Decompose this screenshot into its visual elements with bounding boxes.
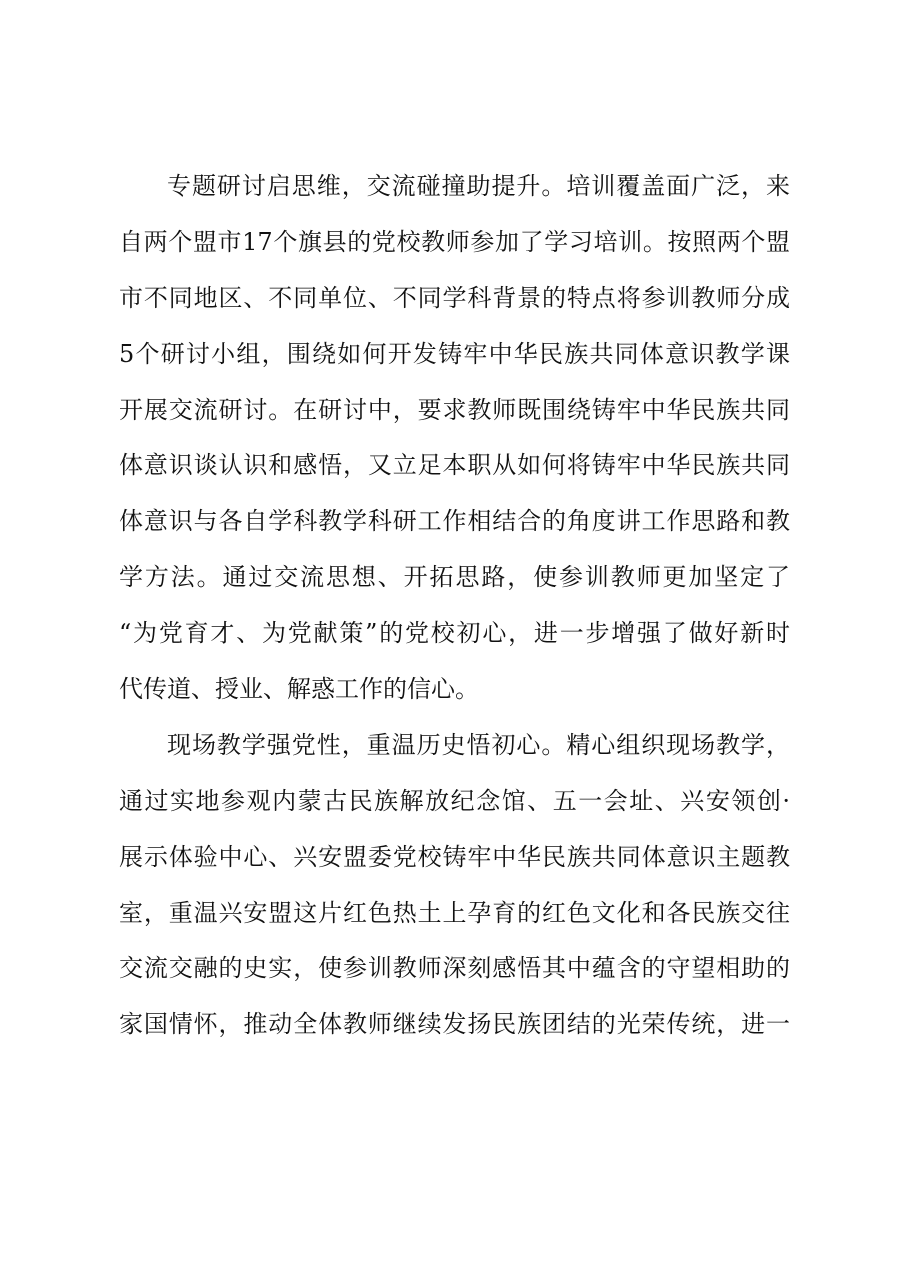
text-line: 现场教学强党性，重温历史悟初心。精心组织现场教学， xyxy=(167,730,790,759)
text-line: 开展交流研讨。在研讨中，要求教师既围绕铸牢中华民族共同 xyxy=(119,395,790,424)
text-line: 体意识谈认识和感悟，又立足本职从如何将铸牢中华民族共同 xyxy=(119,451,790,480)
text-line: 交流交融的史实，使参训教师深刻感悟其中蕴含的守望相助的 xyxy=(119,954,790,983)
text-line: 5个研讨小组，围绕如何开发铸牢中华民族共同体意识教学课 xyxy=(119,339,790,368)
text-line: 代传道、授业、解惑工作的信心。 xyxy=(119,675,479,704)
text-line: 自两个盟市17个旗县的党校教师参加了学习培训。按照两个盟 xyxy=(119,227,790,256)
paragraph-1 xyxy=(119,161,790,720)
text-line: 体意识与各自学科教学科研工作相结合的角度讲工作思路和教 xyxy=(119,507,790,536)
text-line: 学方法。通过交流思想、开拓思路，使参训教师更加坚定了 xyxy=(119,563,790,592)
text-line: 通过实地参观内蒙古民族解放纪念馆、五一会址、兴安领创· xyxy=(119,786,790,815)
text-line: 室，重温兴安盟这片红色热土上孕育的红色文化和各民族交往 xyxy=(119,898,790,927)
paragraph-2 xyxy=(119,720,790,1055)
text-line: 市不同地区、不同单位、不同学科背景的特点将参训教师分成 xyxy=(119,283,790,312)
text-line: 家国情怀，推动全体教师继续发扬民族团结的光荣传统，进一 xyxy=(119,1010,790,1039)
text-line: “为党育才、为党献策”的党校初心，进一步增强了做好新时 xyxy=(119,619,790,648)
text-line: 展示体验中心、兴安盟委党校铸牢中华民族共同体意识主题教 xyxy=(119,842,790,871)
text-line: 专题研讨启思维，交流碰撞助提升。培训覆盖面广泛，来 xyxy=(167,172,790,200)
document-body xyxy=(119,161,790,1055)
